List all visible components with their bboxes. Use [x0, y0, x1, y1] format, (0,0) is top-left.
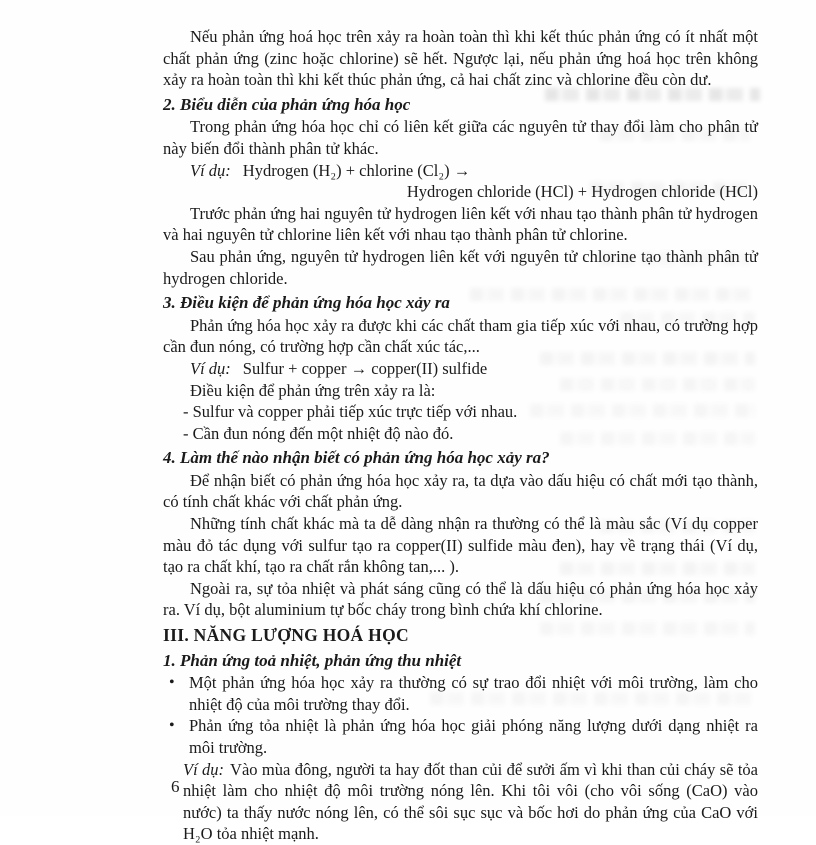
page-number: 6: [171, 777, 180, 796]
paragraph: Ngoài ra, sự tỏa nhiệt và phát sáng cũng có thể là dấu hiệu có phản ứng hóa học xảy ra. Ví dụ, bột aluminium tự bốc cháy trong bình chứa khí chlorine.: [163, 578, 758, 620]
section-heading-4: 4. Làm thế nào nhận biết có phản ứng hóa học xảy ra?: [163, 448, 550, 468]
example-equation-line: [163, 160, 758, 182]
bleed-through-artifact: [545, 88, 760, 101]
bleed-through-artifact: [560, 562, 755, 575]
equation-left-side: Hydrogen (H₂) + chlorine (Cl₂) →: [242, 160, 471, 180]
paragraph: Trước phản ứng hai nguyên tử hydrogen liên kết với nhau tạo thành phân tử hydrogen và hai nguyên tử chlorine liên kết với nhau tạo thành phân tử chlorine.: [163, 203, 758, 245]
example-paragraph: [183, 759, 758, 845]
section-heading-2: 2. Biểu diễn của phản ứng hóa học: [163, 94, 411, 114]
bleed-through-artifact: [540, 590, 755, 603]
paragraph: Điều kiện để phản ứng trên xảy ra là:: [190, 380, 436, 400]
paragraph: Sau phản ứng, nguyên tử hydrogen liên kết với nguyên tử chlorine tạo thành phân tử hydrogen chloride.: [163, 246, 758, 288]
bullet-point: • Một phản ứng hóa học xảy ra thường có sự trao đổi nhiệt với môi trường, làm cho nhiệt độ của môi trường thay đổi.: [167, 672, 758, 715]
bleed-through-artifact: [600, 252, 750, 265]
paragraph: Những tính chất khác mà ta dễ dàng nhận ra thường có thể là màu sắc (Ví dụ copper màu đỏ tác dụng với sulfur tạo ra copper(II) sulfide màu đen), hay về trạng thái (Ví dụ, tạo ra chất khí, tạo ra chất rắn không tan,... ).: [163, 514, 758, 577]
bullet-point: • Phản ứng tỏa nhiệt là phản ứng hóa học giải phóng năng lượng dưới dạng nhiệt ra môi trường.: [167, 715, 758, 758]
paragraph: Nếu phản ứng hoá học trên xảy ra hoàn toàn thì khi kết thúc phản ứng có ít nhất một chất phản ứng (zinc hoặc chlorine) sẽ hết. Ngược lại, nếu phản ứng hoá học trên không xảy ra hoàn toàn thì khi kết thúc phản ứng, cả hai chất zinc và chlorine đều còn dư.: [163, 27, 758, 90]
chapter-heading-energy: III. NĂNG LƯỢNG HOÁ HỌC: [163, 625, 409, 646]
equation-text: Sulfur + copper → copper(II) sulfide: [242, 358, 488, 378]
bleed-through-artifact: [530, 404, 755, 417]
paragraph: Trong phản ứng hóa học chỉ có liên kết giữa các nguyên tử thay đổi làm cho phân tử này biến đổi thành phân tử khác.: [163, 117, 758, 158]
bleed-through-artifact: [590, 182, 755, 195]
bleed-through-artifact: [540, 352, 755, 365]
example-label: Ví dụ:: [183, 759, 225, 779]
example-label: Ví dụ:: [190, 160, 231, 180]
bleed-through-artifact: [560, 378, 755, 391]
condition-list-item: - Cần đun nóng đến một nhiệt độ nào đó.: [183, 423, 454, 443]
section-heading-1: 1. Phản ứng toả nhiệt, phản ứng thu nhiệt: [163, 650, 462, 670]
paragraph: Để nhận biết có phản ứng hóa học xảy ra, ta dựa vào dấu hiệu có chất mới tạo thành, có tính chất khác với chất phản ứng.: [163, 470, 758, 512]
condition-list-item: - Sulfur và copper phải tiếp xúc trực tiếp với nhau.: [183, 402, 518, 422]
bleed-through-artifact: [600, 128, 750, 141]
section-heading-3: 3. Điều kiện để phản ứng hóa học xảy ra: [163, 293, 450, 313]
bleed-through-artifact: [540, 622, 755, 635]
equation-right-side: Hydrogen chloride (HCl) + Hydrogen chloride (HCl): [406, 182, 758, 202]
bleed-through-artifact: [560, 432, 755, 445]
bleed-through-artifact: [600, 520, 755, 533]
bleed-through-artifact: [430, 692, 755, 705]
paragraph: Phản ứng hóa học xảy ra được khi các chất tham gia tiếp xúc với nhau, có trường hợp cần đun nóng, có trường hợp cần chất xúc tác,...: [163, 315, 758, 357]
bleed-through-artifact: [470, 288, 755, 301]
example-text: Vào mùa đông, người ta hay đốt than củi để sưởi ấm vì khi than củi cháy sẽ tỏa nhiệt làm cho nhiệt độ môi trường nóng lên. Khi tôi vôi (cho vôi sống (CaO) vào nước) ta thấy nước nóng lên, có thể sôi sục sục và bốc hơi do phản ứng của CaO với H₂O tỏa nhiệt mạnh.: [183, 759, 758, 844]
example-label: Ví dụ:: [190, 358, 231, 378]
bleed-through-artifact: [620, 312, 755, 325]
